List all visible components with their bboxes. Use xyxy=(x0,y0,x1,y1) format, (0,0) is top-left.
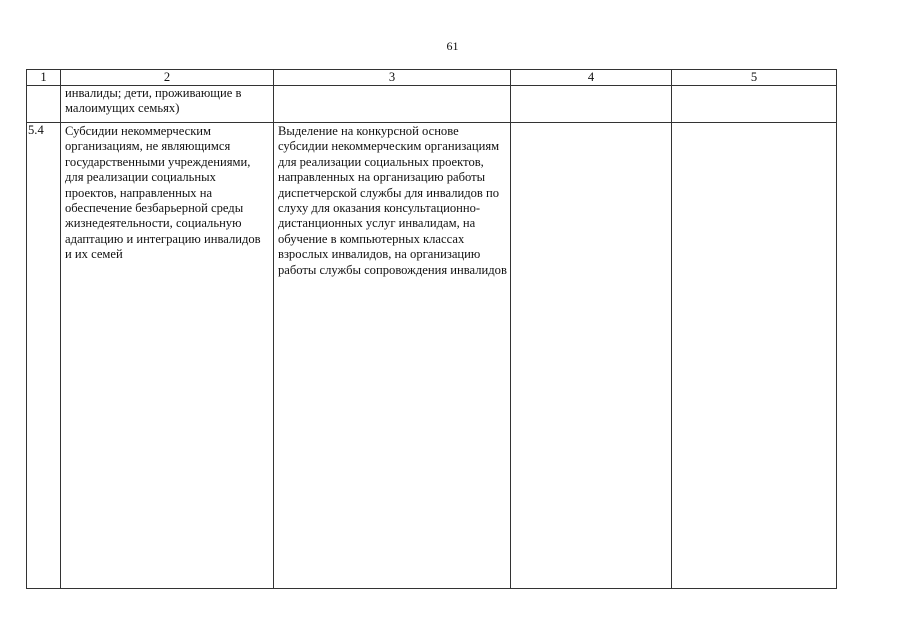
header-row xyxy=(27,70,837,86)
page-number: 61 xyxy=(446,39,459,53)
cont-cell-5 xyxy=(672,86,837,123)
cont-cell-3 xyxy=(274,86,511,123)
measure-description: Выделение на конкурсной основе субсидии некоммерческим организациям для реализации социальных проектов, направленных на организацию работы диспетчерской службы для инвалидов по слуху для оказания консультационно-дистанционных услуг инвалидам, на обучение в компьютерных классах взрослых инвалидов, на организацию работы службы сопровождения инвалидов xyxy=(274,123,511,589)
entry-cell-5 xyxy=(672,123,837,589)
table-row xyxy=(27,123,837,589)
cont-cell-1 xyxy=(27,86,61,123)
header-cell-4: 4 xyxy=(511,70,672,86)
entry-cell-4 xyxy=(511,123,672,589)
table-row xyxy=(27,86,837,123)
header-cell-3: 3 xyxy=(274,70,511,86)
program-table xyxy=(26,69,837,589)
cont-cell-4 xyxy=(511,86,672,123)
header-cell-1: 1 xyxy=(27,70,61,86)
header-cell-5: 5 xyxy=(672,70,837,86)
cont-cell-2: инвалиды; дети, проживающие в малоимущих семьях) xyxy=(61,86,274,123)
header-cell-2: 2 xyxy=(61,70,274,86)
measure-name: Субсидии некоммерческим организациям, не являющимся государственными учреждениями, для реализации социальных проектов, направленных на обеспечение безбарьерной среды жизнедеятельности, социальную адаптацию и интеграцию инвалидов и их семей xyxy=(61,123,274,589)
row-number: 5.4 xyxy=(27,123,61,589)
